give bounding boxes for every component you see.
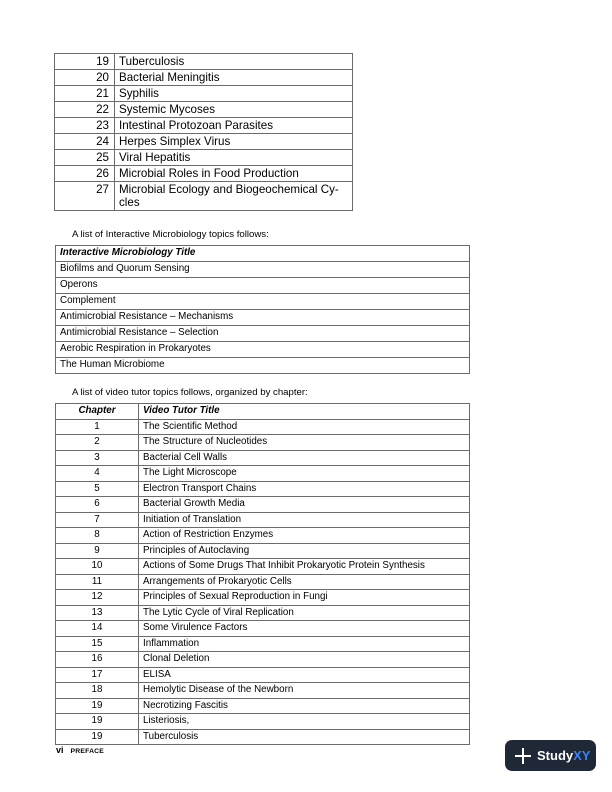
video-chapter: 8 (56, 528, 139, 544)
video-title: ELISA (139, 667, 470, 683)
chapter-title: Syphilis (115, 86, 353, 102)
interactive-table-header: Interactive Microbiology Title (56, 246, 470, 262)
video-row (56, 419, 470, 435)
video-title: Tuberculosis (139, 729, 470, 745)
interactive-title: Biofilms and Quorum Sensing (56, 262, 470, 278)
video-chapter: 5 (56, 481, 139, 497)
video-row (56, 605, 470, 621)
video-title-header: Video Tutor Title (139, 404, 470, 420)
chapter-title: Microbial Roles in Food Production (115, 166, 353, 182)
interactive-row (56, 310, 470, 326)
video-row (56, 512, 470, 528)
video-title: Bacterial Growth Media (139, 497, 470, 513)
video-chapter: 19 (56, 729, 139, 745)
video-title: Action of Restriction Enzymes (139, 528, 470, 544)
chapter-number: 22 (55, 102, 115, 118)
interactive-title: The Human Microbiome (56, 358, 470, 374)
video-title: Bacterial Cell Walls (139, 450, 470, 466)
video-chapter: 12 (56, 590, 139, 606)
video-row (56, 466, 470, 482)
video-row (56, 574, 470, 590)
chapter-row (55, 102, 353, 118)
video-title: The Lytic Cycle of Viral Replication (139, 605, 470, 621)
video-row (56, 698, 470, 714)
video-title: Principles of Sexual Reproduction in Fungi (139, 590, 470, 606)
interactive-row (56, 278, 470, 294)
video-row (56, 528, 470, 544)
video-row (56, 636, 470, 652)
interactive-title: Operons (56, 278, 470, 294)
interactive-row (56, 342, 470, 358)
chapter-title: Systemic Mycoses (115, 102, 353, 118)
video-title: Electron Transport Chains (139, 481, 470, 497)
chapter-number: 26 (55, 166, 115, 182)
video-title: Necrotizing Fascitis (139, 698, 470, 714)
video-row (56, 729, 470, 745)
chapter-title: Bacterial Meningitis (115, 70, 353, 86)
video-row (56, 652, 470, 668)
chapter-number: 19 (55, 54, 115, 70)
video-chapter: 14 (56, 621, 139, 637)
video-row (56, 590, 470, 606)
video-intro: A list of video tutor topics follows, organized by chapter: (72, 387, 308, 398)
video-title: The Light Microscope (139, 466, 470, 482)
interactive-intro: A list of Interactive Microbiology topics follows: (72, 229, 269, 240)
video-chapter: 3 (56, 450, 139, 466)
video-row (56, 450, 470, 466)
video-chapter: 19 (56, 714, 139, 730)
video-chapter-header: Chapter (56, 404, 139, 420)
video-chapter: 7 (56, 512, 139, 528)
video-chapter: 13 (56, 605, 139, 621)
chapter-row (55, 54, 353, 70)
chapter-number: 20 (55, 70, 115, 86)
logo-text-study: Study (537, 748, 574, 763)
plus-icon (511, 744, 535, 768)
chapter-number: 24 (55, 134, 115, 150)
video-table (55, 403, 470, 745)
video-title: The Structure of Nucleotides (139, 435, 470, 451)
video-title: Clonal Deletion (139, 652, 470, 668)
video-chapter: 17 (56, 667, 139, 683)
chapter-row (55, 166, 353, 182)
video-chapter: 6 (56, 497, 139, 513)
section-label: PREFACE (70, 748, 105, 755)
video-title: Listeriosis, (139, 714, 470, 730)
chapter-row (55, 86, 353, 102)
video-row (56, 543, 470, 559)
video-chapter: 10 (56, 559, 139, 575)
chapter-row (55, 134, 353, 150)
page-number: vi (56, 745, 64, 755)
chapter-number: 23 (55, 118, 115, 134)
page-footer (56, 745, 104, 755)
video-chapter: 19 (56, 698, 139, 714)
video-title: Initiation of Translation (139, 512, 470, 528)
video-row (56, 683, 470, 699)
logo-text-xy: XY (573, 748, 591, 763)
chapter-row (55, 182, 353, 211)
interactive-row (56, 358, 470, 374)
video-row (56, 559, 470, 575)
video-title: Arrangements of Prokaryotic Cells (139, 574, 470, 590)
chapter-title: Microbial Ecology and Biogeochemical Cy- cles (115, 182, 353, 211)
video-chapter: 11 (56, 574, 139, 590)
video-chapter: 15 (56, 636, 139, 652)
chapter-title: Tuberculosis (115, 54, 353, 70)
chapter-number: 27 (55, 182, 115, 211)
video-title: Inflammation (139, 636, 470, 652)
video-row (56, 435, 470, 451)
video-title: Hemolytic Disease of the Newborn (139, 683, 470, 699)
chapter-title: Herpes Simplex Virus (115, 134, 353, 150)
chapter-number: 21 (55, 86, 115, 102)
video-chapter: 2 (56, 435, 139, 451)
interactive-row (56, 262, 470, 278)
interactive-title: Antimicrobial Resistance – Selection (56, 326, 470, 342)
video-row (56, 667, 470, 683)
video-title: Actions of Some Drugs That Inhibit Prokaryotic Protein Synthesis (139, 559, 470, 575)
chapter-row (55, 118, 353, 134)
video-chapter: 9 (56, 543, 139, 559)
video-row (56, 714, 470, 730)
video-row (56, 621, 470, 637)
interactive-title: Antimicrobial Resistance – Mechanisms (56, 310, 470, 326)
interactive-title: Complement (56, 294, 470, 310)
chapter-number: 25 (55, 150, 115, 166)
video-title: The Scientific Method (139, 419, 470, 435)
video-row (56, 497, 470, 513)
interactive-title: Aerobic Respiration in Prokaryotes (56, 342, 470, 358)
chapter-title: Viral Hepatitis (115, 150, 353, 166)
interactive-row (56, 294, 470, 310)
video-title: Principles of Autoclaving (139, 543, 470, 559)
interactive-row (56, 326, 470, 342)
video-row (56, 481, 470, 497)
chapter-row (55, 70, 353, 86)
video-chapter: 18 (56, 683, 139, 699)
video-title: Some Virulence Factors (139, 621, 470, 637)
video-chapter: 4 (56, 466, 139, 482)
video-chapter: 1 (56, 419, 139, 435)
studyxy-logo[interactable] (505, 740, 596, 771)
chapter-table (54, 53, 353, 211)
chapter-row (55, 150, 353, 166)
interactive-table (55, 245, 470, 374)
video-chapter: 16 (56, 652, 139, 668)
chapter-title: Intestinal Protozoan Parasites (115, 118, 353, 134)
